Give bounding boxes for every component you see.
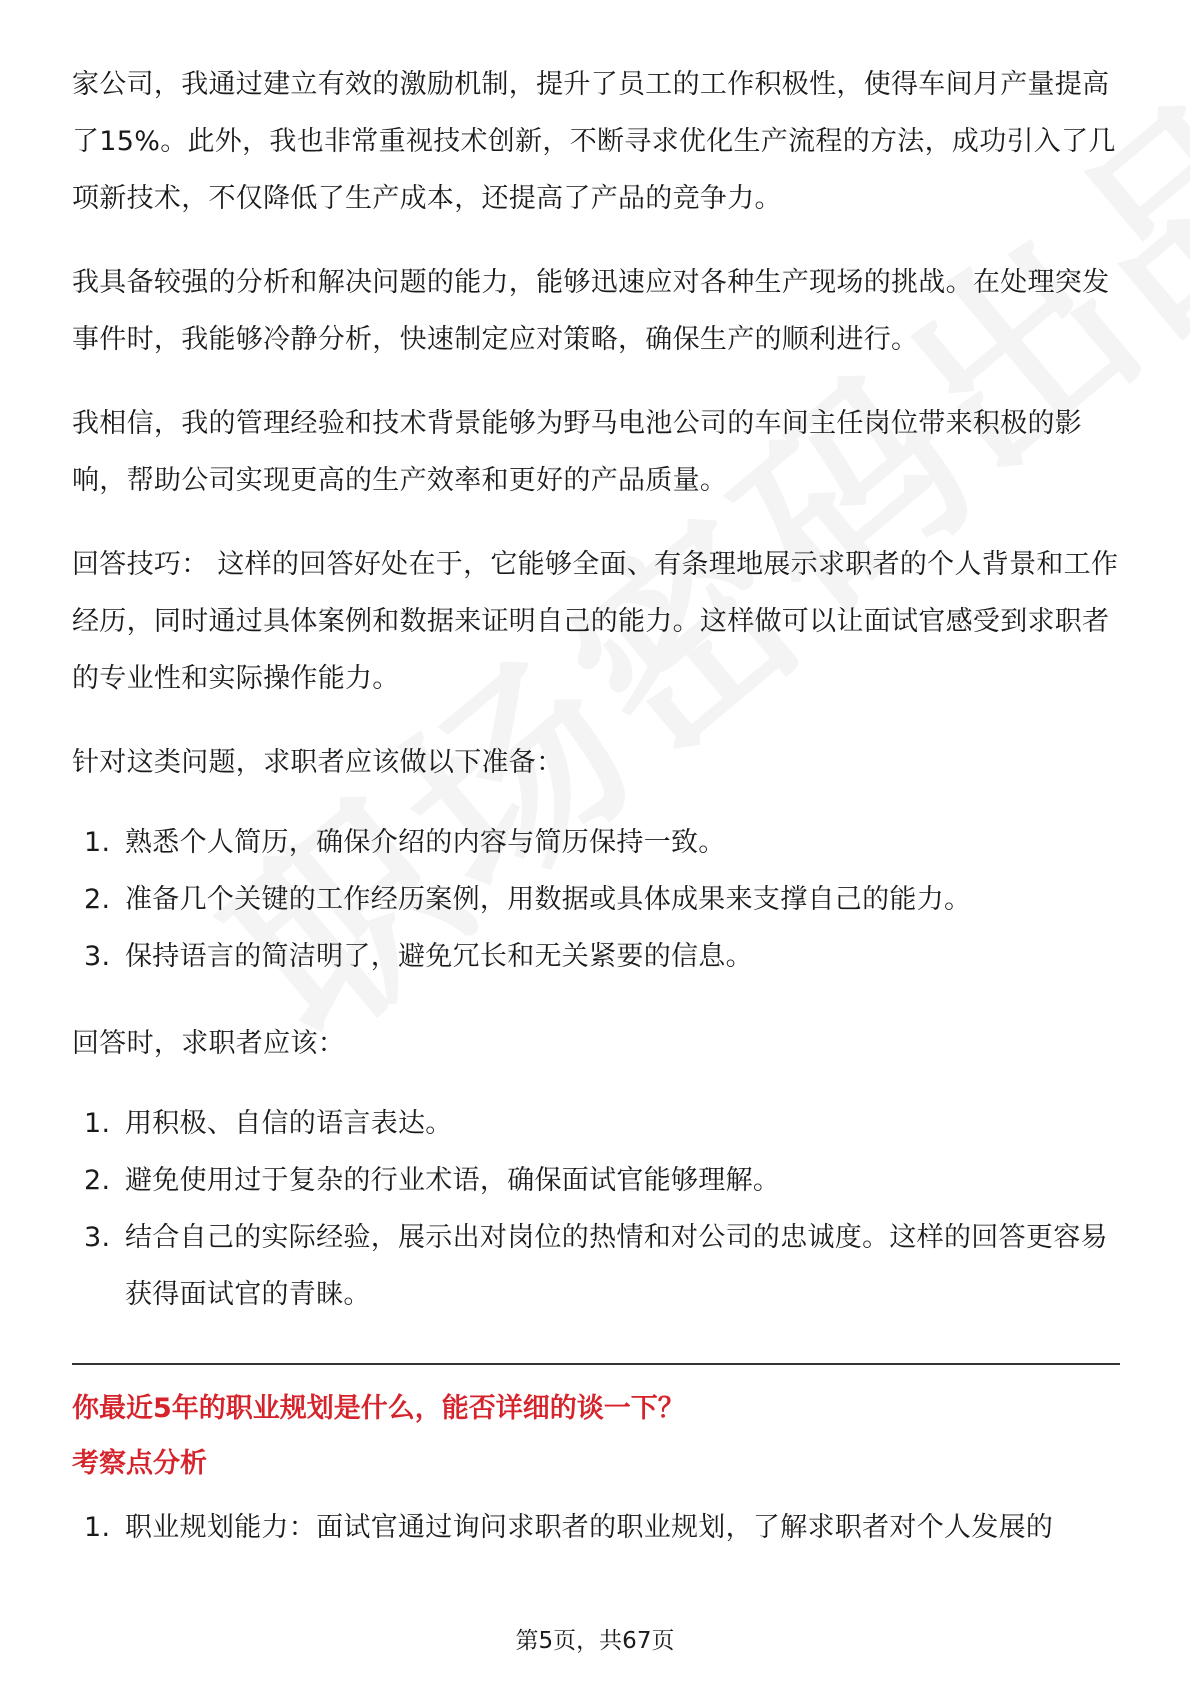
list-text: 避免使用过于复杂的行业术语，确保面试官能够理解。 xyxy=(125,1165,781,1196)
page-content xyxy=(72,56,1120,1586)
list-number: 3. xyxy=(84,941,111,972)
list-item xyxy=(72,928,1120,985)
list-item xyxy=(72,814,1120,871)
list-item xyxy=(72,871,1120,928)
list-text: 熟悉个人简历，确保介绍的内容与简历保持一致。 xyxy=(125,827,726,858)
paragraph-achievements: 家公司，我通过建立有效的激励机制，提升了员工的工作积极性，使得车间月产量提高了15%。此外，我也非常重视技术创新，不断寻求优化生产流程的方法，成功引入了几项新技术，不仅降低了生产成本，还提高了产品的竞争力。 xyxy=(72,69,1116,214)
paragraph-answer-tips: 回答技巧： 这样的回答好处在于，它能够全面、有条理地展示求职者的个人背景和工作经历，同时通过具体案例和数据来证明自己的能力。这样做可以让面试官感受到求职者的专业性和实际操作能力。 xyxy=(72,549,1119,694)
list-text: 用积极、自信的语言表达。 xyxy=(125,1108,453,1139)
list-item xyxy=(72,1095,1120,1152)
list-item xyxy=(72,1499,1120,1556)
analysis-list xyxy=(72,1499,1120,1556)
list-text: 保持语言的简洁明了，避免冗长和无关紧要的信息。 xyxy=(125,941,753,972)
list-number: 3. xyxy=(84,1222,111,1253)
paragraph-conclusion: 我相信，我的管理经验和技术背景能够为野马电池公司的车间主任岗位带来积极的影响，帮助公司实现更高的生产效率和更好的产品质量。 xyxy=(72,408,1083,496)
list-text: 准备几个关键的工作经历案例，用数据或具体成果来支撑自己的能力。 xyxy=(125,884,972,915)
list-item xyxy=(72,1152,1120,1209)
list-number: 2. xyxy=(84,884,111,915)
page-footer: 第5页，共67页 xyxy=(515,1628,675,1654)
list-number: 1. xyxy=(84,827,111,858)
prep-list xyxy=(72,814,1120,985)
list-text: 职业规划能力：面试官通过询问求职者的职业规划，了解求职者对个人发展的 xyxy=(125,1512,1054,1543)
paragraph-answer-intro: 回答时，求职者应该： xyxy=(72,1028,345,1059)
analysis-title: 考察点分析 xyxy=(72,1448,207,1479)
list-number: 1. xyxy=(84,1512,111,1543)
answer-list xyxy=(72,1095,1120,1323)
list-text: 结合自己的实际经验，展示出对岗位的热情和对公司的忠诚度。这样的回答更容易获得面试官的青睐。 xyxy=(125,1222,1108,1310)
paragraph-prep-intro: 针对这类问题，求职者应该做以下准备： xyxy=(72,747,564,778)
list-item xyxy=(72,1209,1120,1323)
list-number: 2. xyxy=(84,1165,111,1196)
list-number: 1. xyxy=(84,1108,111,1139)
paragraph-problem-solving: 我具备较强的分析和解决问题的能力，能够迅速应对各种生产现场的挑战。在处理突发事件时，我能够冷静分析，快速制定应对策略，确保生产的顺利进行。 xyxy=(72,267,1110,355)
section-divider xyxy=(72,1363,1120,1365)
question-title: 你最近5年的职业规划是什么，能否详细的谈一下？ xyxy=(72,1393,685,1424)
